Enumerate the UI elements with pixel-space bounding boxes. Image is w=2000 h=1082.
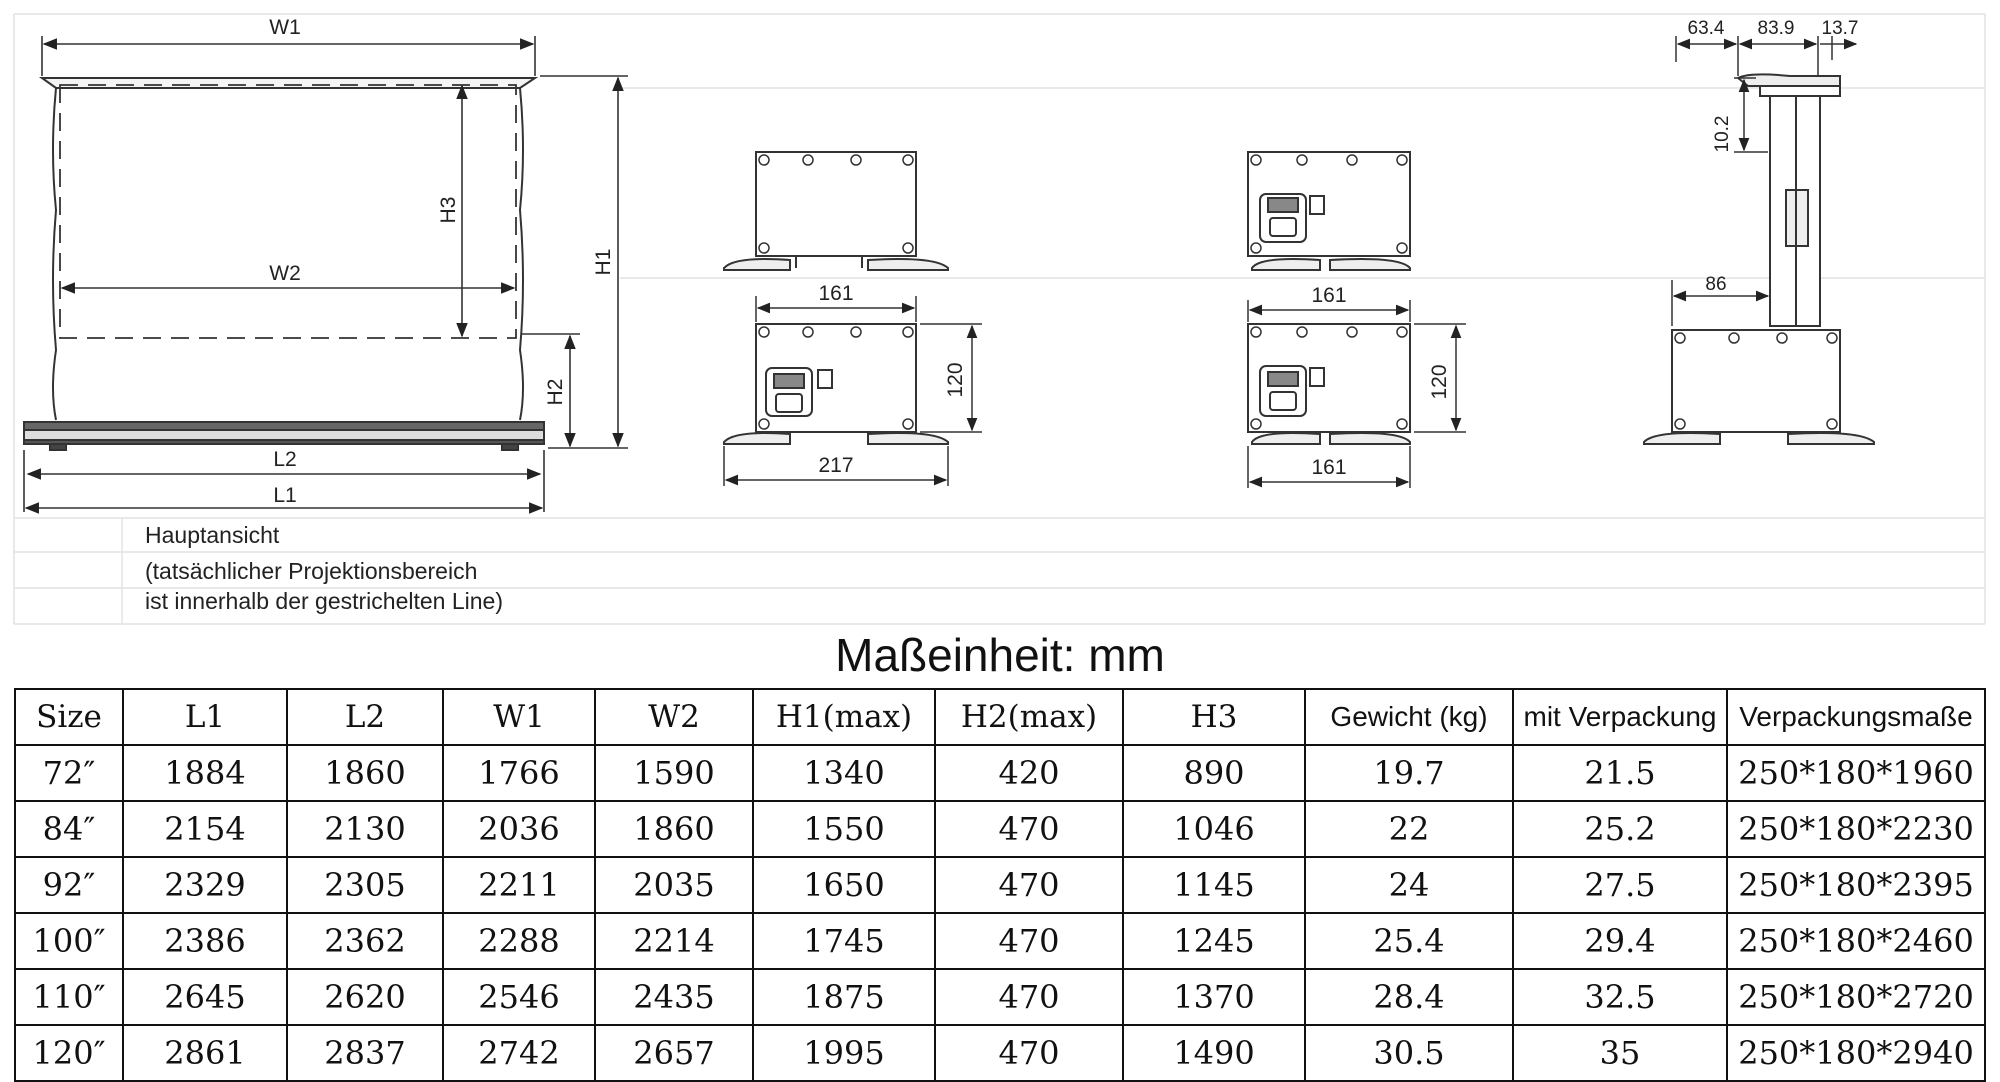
table-row — [15, 745, 1985, 801]
table-cell: 2435 — [595, 969, 753, 1025]
right-width-top-label: 161 — [1311, 284, 1347, 307]
side-dim-83-9-label: 83.9 — [1757, 18, 1795, 39]
table-cell: 2288 — [443, 913, 595, 969]
left-height-label: 120 — [944, 362, 967, 398]
header-with-packaging: mit Verpackung — [1513, 689, 1727, 745]
table-cell: 2211 — [443, 857, 595, 913]
table-cell: 35 — [1513, 1025, 1727, 1081]
table-cell: 1884 — [123, 745, 287, 801]
table-cell: 2036 — [443, 801, 595, 857]
w1-label: W1 — [269, 16, 301, 39]
table-cell: 28.4 — [1305, 969, 1513, 1025]
table-cell: 2035 — [595, 857, 753, 913]
table-cell: 2657 — [595, 1025, 753, 1081]
table-cell: 2154 — [123, 801, 287, 857]
header-packaging-dimensions: Verpackungsmaße — [1727, 689, 1985, 745]
header-w2: W2 — [595, 689, 753, 745]
table-cell: 470 — [935, 1025, 1123, 1081]
side-dim-13-7-label: 13.7 — [1821, 18, 1859, 39]
table-row — [15, 1025, 1985, 1081]
table-cell: 24 — [1305, 857, 1513, 913]
left-width-bottom-label: 217 — [818, 454, 854, 477]
unit-title: Maßeinheit: mm — [835, 629, 1165, 681]
side-view — [1644, 74, 1874, 444]
l1-label: L1 — [273, 484, 297, 507]
h3-label: H3 — [437, 196, 460, 224]
table-cell: 22 — [1305, 801, 1513, 857]
table-cell: 250*180*2460 — [1727, 913, 1985, 969]
table-cell: 2620 — [287, 969, 443, 1025]
table-cell: 2837 — [287, 1025, 443, 1081]
table-row — [15, 857, 1985, 913]
table-cell: 250*180*1960 — [1727, 745, 1985, 801]
table-cell: 890 — [1123, 745, 1305, 801]
table-cell: 1245 — [1123, 913, 1305, 969]
table-cell: 1860 — [595, 801, 753, 857]
table-cell: 21.5 — [1513, 745, 1727, 801]
table-cell: 1550 — [753, 801, 935, 857]
table-cell: 1590 — [595, 745, 753, 801]
table-cell: 1860 — [287, 745, 443, 801]
right-base-top-view — [1248, 152, 1410, 270]
header-w1: W1 — [443, 689, 595, 745]
table-cell: 1766 — [443, 745, 595, 801]
header-h1: H1(max) — [753, 689, 935, 745]
left-width-top-label: 161 — [818, 282, 854, 305]
main-view-caption-line-2: ist innerhalb der gestrichelten Line) — [145, 588, 503, 614]
table-cell: 1650 — [753, 857, 935, 913]
side-dim-63-4-label: 63.4 — [1687, 18, 1725, 39]
table-cell: 2214 — [595, 913, 753, 969]
table-cell: 1145 — [1123, 857, 1305, 913]
table-cell: 1995 — [753, 1025, 935, 1081]
table-cell: 2861 — [123, 1025, 287, 1081]
main-view-caption-line-1: (tatsächlicher Projektionsbereich — [145, 558, 478, 584]
table-cell: 84″ — [15, 801, 123, 857]
left-base-front-view — [724, 324, 948, 444]
table-cell: 32.5 — [1513, 969, 1727, 1025]
header-l1: L1 — [123, 689, 287, 745]
table-cell: 100″ — [15, 913, 123, 969]
table-cell: 1370 — [1123, 969, 1305, 1025]
right-width-bottom-label: 161 — [1311, 456, 1347, 479]
table-cell: 2305 — [287, 857, 443, 913]
table-cell: 470 — [935, 969, 1123, 1025]
header-l2: L2 — [287, 689, 443, 745]
l2-label: L2 — [273, 448, 297, 471]
side-height-label: 10.2 — [1712, 115, 1733, 153]
table-cell: 19.7 — [1305, 745, 1513, 801]
header-h2: H2(max) — [935, 689, 1123, 745]
header-h3: H3 — [1123, 689, 1305, 745]
table-row — [15, 801, 1985, 857]
table-cell: 250*180*2230 — [1727, 801, 1985, 857]
side-depth-label: 86 — [1705, 274, 1727, 295]
table-cell: 1490 — [1123, 1025, 1305, 1081]
page-grid-lines — [14, 14, 1985, 624]
table-cell: 250*180*2395 — [1727, 857, 1985, 913]
table-cell: 470 — [935, 913, 1123, 969]
right-base-front-view — [1248, 324, 1410, 444]
table-cell: 2329 — [123, 857, 287, 913]
table-cell: 250*180*2720 — [1727, 969, 1985, 1025]
h2-label: H2 — [544, 378, 567, 406]
table-cell: 110″ — [15, 969, 123, 1025]
left-base-top-view — [724, 152, 948, 270]
table-cell: 25.2 — [1513, 801, 1727, 857]
table-cell: 25.4 — [1305, 913, 1513, 969]
header-size: Size — [15, 689, 123, 745]
table-cell: 470 — [935, 857, 1123, 913]
table-cell: 1745 — [753, 913, 935, 969]
table-cell: 2742 — [443, 1025, 595, 1081]
w2-label: W2 — [269, 262, 301, 285]
table-cell: 470 — [935, 801, 1123, 857]
header-weight: Gewicht (kg) — [1305, 689, 1513, 745]
h1-label: H1 — [592, 248, 615, 276]
table-cell: 1875 — [753, 969, 935, 1025]
table-row — [15, 913, 1985, 969]
table-row — [15, 969, 1985, 1025]
table-cell: 1340 — [753, 745, 935, 801]
table-cell: 2362 — [287, 913, 443, 969]
table-cell: 2546 — [443, 969, 595, 1025]
table-cell: 72″ — [15, 745, 123, 801]
table-header-row — [15, 689, 1985, 745]
table-cell: 120″ — [15, 1025, 123, 1081]
table-cell: 29.4 — [1513, 913, 1727, 969]
spec-table — [14, 688, 1986, 1082]
table-cell: 1046 — [1123, 801, 1305, 857]
right-height-label: 120 — [1428, 364, 1451, 400]
table-cell: 420 — [935, 745, 1123, 801]
main-view-caption-title: Hauptansicht — [145, 522, 280, 548]
table-cell: 92″ — [15, 857, 123, 913]
table-cell: 2386 — [123, 913, 287, 969]
table-cell: 27.5 — [1513, 857, 1727, 913]
table-cell: 250*180*2940 — [1727, 1025, 1985, 1081]
table-cell: 2130 — [287, 801, 443, 857]
table-cell: 2645 — [123, 969, 287, 1025]
table-cell: 30.5 — [1305, 1025, 1513, 1081]
